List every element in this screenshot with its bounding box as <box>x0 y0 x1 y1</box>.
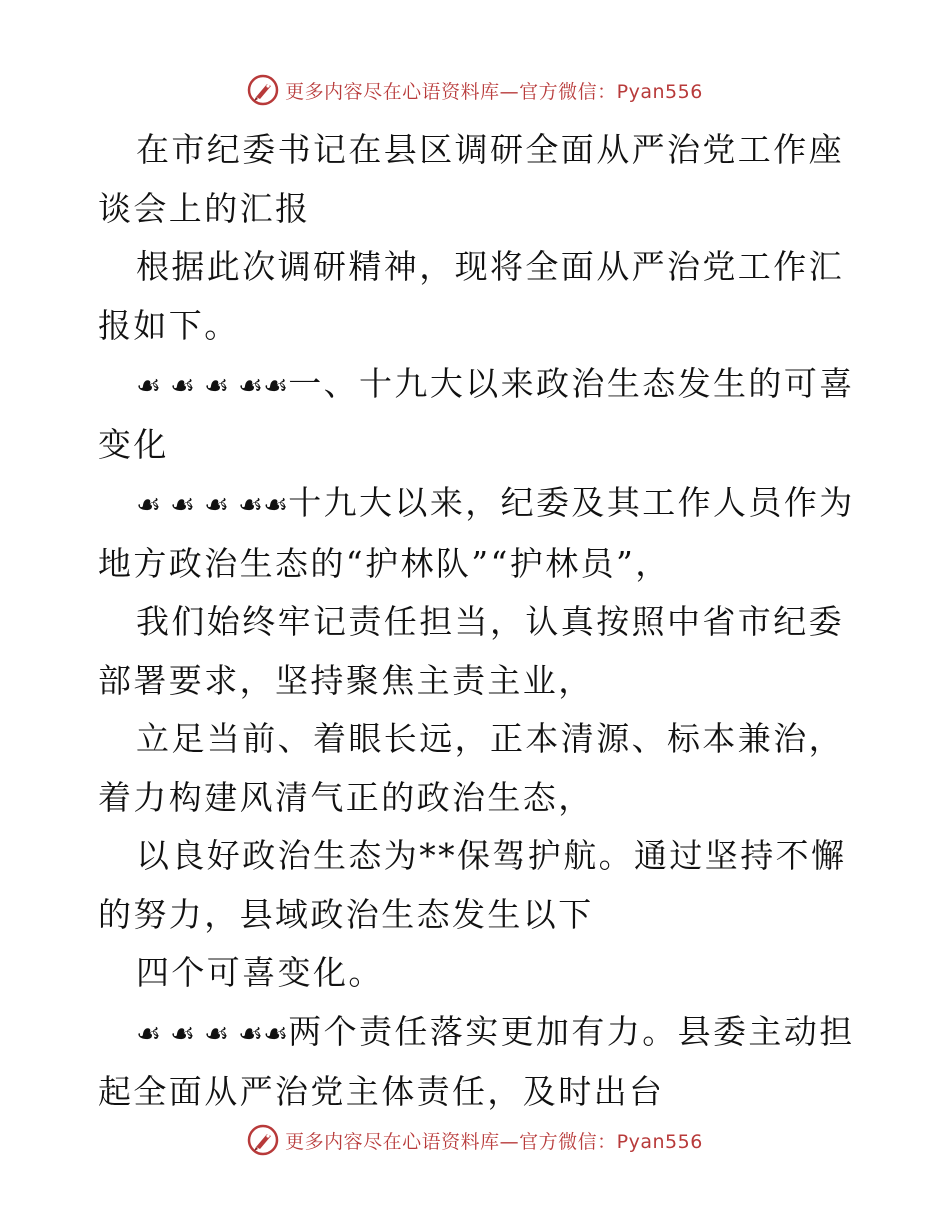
paragraph-ecology: 以良好政治生态为**保驾护航。通过坚持不懈的努力，县域政治生态发生以下 <box>98 836 847 934</box>
document-body <box>98 121 858 1122</box>
pen-nib-logo-icon <box>247 74 279 106</box>
footer-banner-text: 更多内容尽在心语资料库—官方微信：Pyan556 <box>285 1130 703 1153</box>
paragraph-since-19th: ☙ ☙ ☙ ☙☙十九大以来，纪委及其工作人员作为地方政治生态的“护林队”“护林员”， <box>98 483 855 583</box>
paragraph-intro: 根据此次调研精神，现将全面从严治党工作汇报如下。 <box>98 247 844 345</box>
footer-banner <box>0 1120 950 1160</box>
header-banner <box>0 70 950 110</box>
ornament-icon: ☙ ☙ ☙ ☙☙ <box>136 369 289 402</box>
ornament-icon: ☙ ☙ ☙ ☙☙ <box>136 488 289 521</box>
paragraph-responsibility: 我们始终牢记责任担当，认真按照中省市纪委部署要求，坚持聚焦主责主业， <box>98 602 844 700</box>
paragraph-four-changes: 四个可喜变化。 <box>136 953 384 992</box>
paragraph-section-heading: ☙ ☙ ☙ ☙☙一、十九大以来政治生态发生的可喜变化 <box>98 364 855 464</box>
pen-nib-logo-icon <box>247 1124 279 1156</box>
ornament-icon: ☙ ☙ ☙ ☙☙ <box>136 1016 289 1050</box>
header-banner-text: 更多内容尽在心语资料库—官方微信：Pyan556 <box>285 80 703 103</box>
document-title: 在市纪委书记在县区调研全面从严治党工作座谈会上的汇报 <box>98 130 844 228</box>
paragraph-two-responsibilities: ☙ ☙ ☙ ☙☙两个责任落实更加有力。县委主动担起全面从严治党主体责任，及时出台 <box>98 1011 855 1111</box>
paragraph-foundation: 立足当前、着眼长远，正本清源、标本兼治，着力构建风清气正的政治生态， <box>98 719 844 817</box>
